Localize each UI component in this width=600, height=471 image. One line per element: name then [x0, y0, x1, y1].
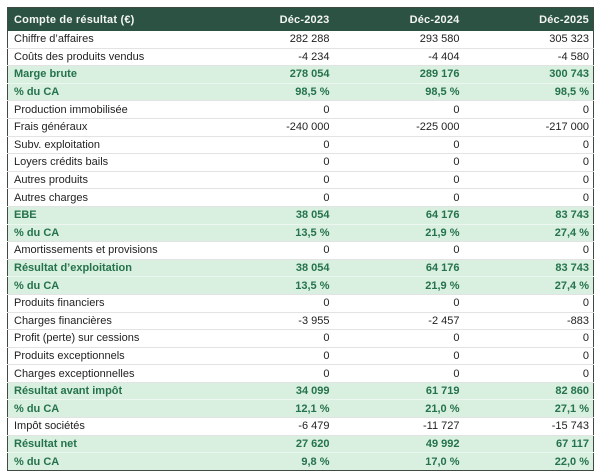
row-value: 22,0 % — [464, 453, 594, 471]
row-value: 0 — [334, 242, 464, 260]
row-value: 0 — [204, 171, 334, 189]
header-row — [8, 8, 594, 32]
row-label: Impôt sociétés — [8, 418, 204, 436]
row-value: -4 580 — [464, 48, 594, 66]
table-row — [8, 312, 594, 330]
row-value: 0 — [464, 347, 594, 365]
row-value: 64 176 — [334, 259, 464, 277]
row-value: 0 — [464, 101, 594, 119]
table-title: Compte de résultat (€) — [8, 8, 204, 32]
row-label: Profit (perte) sur cessions — [8, 330, 204, 348]
row-value: 13,5 % — [204, 224, 334, 242]
row-value: 27 620 — [204, 435, 334, 453]
row-label: Coûts des produits vendus — [8, 48, 204, 66]
row-value: 0 — [464, 154, 594, 172]
income-statement-table — [7, 7, 594, 471]
table-row — [8, 418, 594, 436]
row-value: 64 176 — [334, 206, 464, 224]
row-value: 83 743 — [464, 206, 594, 224]
row-label: % du CA — [8, 224, 204, 242]
table-row — [8, 206, 594, 224]
table-row — [8, 294, 594, 312]
row-label: Subv. exploitation — [8, 136, 204, 154]
row-value: 0 — [334, 171, 464, 189]
table-row — [8, 136, 594, 154]
row-label: Charges financières — [8, 312, 204, 330]
row-label: % du CA — [8, 83, 204, 101]
row-value: 27,4 % — [464, 277, 594, 295]
row-value: -4 404 — [334, 48, 464, 66]
row-value: 13,5 % — [204, 277, 334, 295]
row-value: 305 323 — [464, 31, 594, 48]
row-label: Résultat avant impôt — [8, 382, 204, 400]
row-value: -15 743 — [464, 418, 594, 436]
row-value: 0 — [204, 154, 334, 172]
row-value: 49 992 — [334, 435, 464, 453]
row-value: 82 860 — [464, 382, 594, 400]
row-value: 27,1 % — [464, 400, 594, 418]
table-row — [8, 400, 594, 418]
table-row — [8, 347, 594, 365]
row-label: % du CA — [8, 400, 204, 418]
row-value: 34 099 — [204, 382, 334, 400]
row-value: -4 234 — [204, 48, 334, 66]
row-value: 83 743 — [464, 259, 594, 277]
row-label: Marge brute — [8, 66, 204, 84]
row-value: -225 000 — [334, 118, 464, 136]
column-header-dec-2023: Déc-2023 — [204, 8, 334, 32]
row-value: -3 955 — [204, 312, 334, 330]
row-value: -217 000 — [464, 118, 594, 136]
row-value: 38 054 — [204, 206, 334, 224]
row-label: EBE — [8, 206, 204, 224]
table-row — [8, 154, 594, 172]
row-value: 0 — [464, 330, 594, 348]
table-row — [8, 83, 594, 101]
row-value: 27,4 % — [464, 224, 594, 242]
row-value: 12,1 % — [204, 400, 334, 418]
row-value: 0 — [334, 294, 464, 312]
table-row — [8, 118, 594, 136]
row-value: -883 — [464, 312, 594, 330]
row-value: 21,9 % — [334, 224, 464, 242]
row-value: 98,5 % — [204, 83, 334, 101]
row-label: Charges exceptionnelles — [8, 365, 204, 383]
table-row — [8, 453, 594, 471]
row-label: Produits financiers — [8, 294, 204, 312]
row-value: -240 000 — [204, 118, 334, 136]
row-value: -11 727 — [334, 418, 464, 436]
row-value: 0 — [204, 101, 334, 119]
table-row — [8, 365, 594, 383]
row-value: 21,0 % — [334, 400, 464, 418]
row-value: 282 288 — [204, 31, 334, 48]
row-value: -6 479 — [204, 418, 334, 436]
row-label: Frais généraux — [8, 118, 204, 136]
row-value: 0 — [464, 365, 594, 383]
table-row — [8, 382, 594, 400]
table-row — [8, 31, 594, 48]
row-label: Loyers crédits bails — [8, 154, 204, 172]
row-value: 0 — [464, 294, 594, 312]
row-value: 293 580 — [334, 31, 464, 48]
table-row — [8, 189, 594, 207]
row-label: % du CA — [8, 453, 204, 471]
row-value: 0 — [204, 136, 334, 154]
row-value: 38 054 — [204, 259, 334, 277]
row-value: 0 — [334, 365, 464, 383]
row-value: 67 117 — [464, 435, 594, 453]
table-row — [8, 242, 594, 260]
row-label: Autres produits — [8, 171, 204, 189]
row-label: Résultat d’exploitation — [8, 259, 204, 277]
row-label: Production immobilisée — [8, 101, 204, 119]
row-value: 61 719 — [334, 382, 464, 400]
row-label: % du CA — [8, 277, 204, 295]
row-label: Produits exceptionnels — [8, 347, 204, 365]
row-label: Autres charges — [8, 189, 204, 207]
row-value: 0 — [334, 136, 464, 154]
row-value: 0 — [204, 294, 334, 312]
row-value: 0 — [464, 242, 594, 260]
row-value: 0 — [464, 189, 594, 207]
row-value: 0 — [334, 189, 464, 207]
column-header-dec-2024: Déc-2024 — [334, 8, 464, 32]
row-value: 0 — [334, 101, 464, 119]
table-body — [8, 31, 594, 470]
table-row — [8, 330, 594, 348]
row-value: 300 743 — [464, 66, 594, 84]
row-value: 0 — [204, 242, 334, 260]
row-value: 0 — [204, 330, 334, 348]
row-label: Résultat net — [8, 435, 204, 453]
table-row — [8, 171, 594, 189]
row-label: Chiffre d’affaires — [8, 31, 204, 48]
row-value: 289 176 — [334, 66, 464, 84]
row-value: 278 054 — [204, 66, 334, 84]
table-header — [8, 8, 594, 32]
row-value: 0 — [334, 330, 464, 348]
row-value: 0 — [334, 347, 464, 365]
row-value: 98,5 % — [464, 83, 594, 101]
table-row — [8, 259, 594, 277]
row-value: 0 — [464, 136, 594, 154]
row-value: 21,9 % — [334, 277, 464, 295]
row-value: 17,0 % — [334, 453, 464, 471]
table-row — [8, 435, 594, 453]
row-value: 98,5 % — [334, 83, 464, 101]
row-value: 0 — [464, 171, 594, 189]
row-value: -2 457 — [334, 312, 464, 330]
table-row — [8, 48, 594, 66]
table-row — [8, 224, 594, 242]
row-label: Amortissements et provisions — [8, 242, 204, 260]
column-header-dec-2025: Déc-2025 — [464, 8, 594, 32]
row-value: 0 — [204, 189, 334, 207]
table-row — [8, 66, 594, 84]
table-row — [8, 277, 594, 295]
row-value: 0 — [204, 365, 334, 383]
table-row — [8, 101, 594, 119]
row-value: 0 — [204, 347, 334, 365]
row-value: 0 — [334, 154, 464, 172]
row-value: 9,8 % — [204, 453, 334, 471]
